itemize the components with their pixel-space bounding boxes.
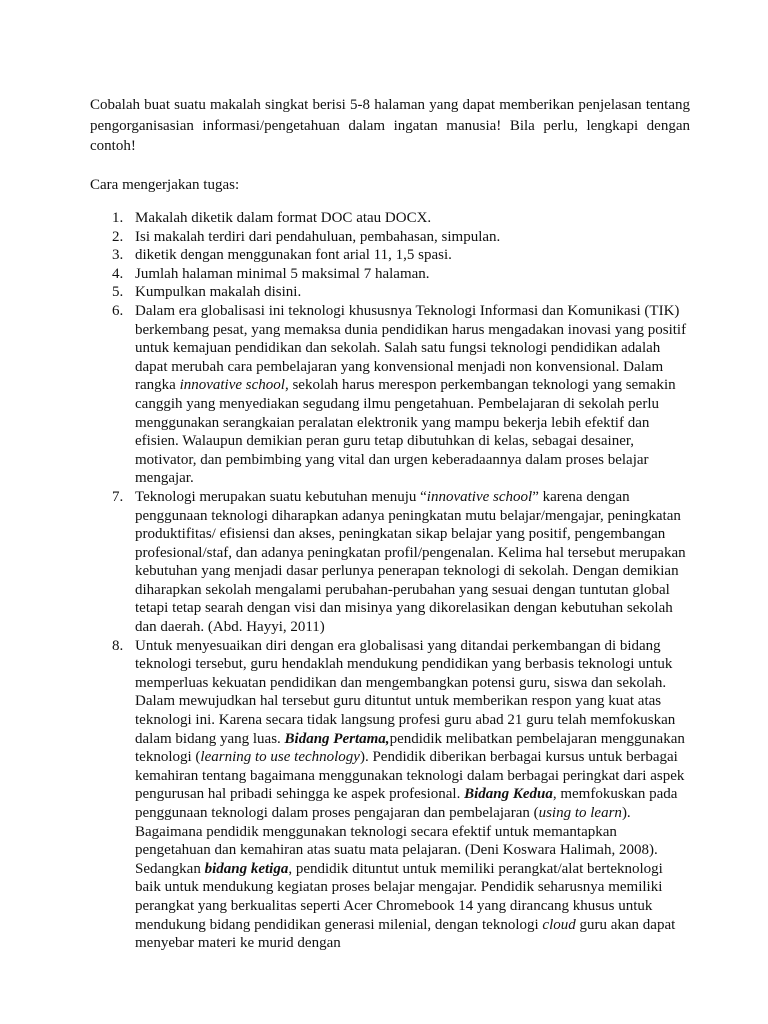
list-item (90, 265, 690, 284)
list-number: 6. (112, 302, 124, 319)
list-text-segment: , memfokuskan pada penggunaan teknologi dalam proses pengajaran dan pembelajaran ( (135, 786, 678, 821)
list-text-segment: pendidik melibatkan pembelajaran menggunakan teknologi ( (135, 730, 685, 766)
list-text-italic: using to learn (538, 805, 622, 821)
list-item (90, 228, 690, 247)
list-text-segment: Dalam era globalisasi ini teknologi khususnya Teknologi Informasi dan Komunikasi (TIK) berkembang pesat, yang memaksa dunia pendidikan harus mengadakan inovasi yang positif untuk kemajuan pendidikan dan sekolah. Salah satu fungsi teknologi pendidikan adalah dapat merubah cara pembelajaran yang konvensional menjadi non konvensional. Dalam rangka (135, 302, 687, 394)
list-item (90, 637, 690, 953)
list-number: 7. (112, 488, 124, 505)
list-number: 2. (112, 228, 124, 245)
list-item (90, 246, 690, 265)
list-text-segment: ). Pendidik diberikan berbagai kursus untuk berbagai kemahiran tentang bagaimana menggunakan teknologi dalam berbagai peringkat dari aspek pengurusan hal pribadi sehingga ke aspek profesional. (135, 749, 685, 803)
list-item (90, 302, 690, 488)
list-text: Kumpulkan makalah disini. (135, 284, 302, 301)
list-text: Jumlah halaman minimal 5 maksimal 7 halaman. (135, 265, 430, 282)
list-text-italic: innovative school (179, 377, 285, 394)
list-text: Isi makalah terdiri dari pendahuluan, pembahasan, simpulan. (135, 228, 501, 245)
list-text: diketik dengan menggunakan font arial 11, 1,5 spasi. (135, 247, 452, 264)
list-item (90, 209, 690, 228)
list-number: 3. (112, 247, 124, 264)
list-text-segment: guru akan dapat menyebar materi ke murid dengan (135, 916, 676, 952)
assignment-intro: Cobalah buat suatu makalah singkat berisi 5-8 halaman yang dapat memberikan penjelasan tentang pengorganisasian informasi/pengetahuan dalam ingatan manusia! Bila perlu, lengkapi dengan contoh! (90, 97, 690, 154)
list-text-italic: innovative school (426, 488, 533, 505)
list-text-segment: , pendidik dituntut untuk memiliki perangkat/alat berteknologi baik untuk mendukung kegiatan proses belajar mengajar. Pendidik seharusnya memiliki perangkat yang berkualitas seperti Acer Chromebook 14 yang dirancang khusus untuk mendukung bidang pendidikan generasi milenial, dengan teknologi (135, 860, 663, 933)
instruction-list (90, 209, 690, 953)
list-text-segment: Teknologi merupakan suatu kebutuhan menuju “ (135, 488, 427, 505)
list-text: Makalah diketik dalam format DOC atau DOCX. (135, 210, 432, 226)
list-text-bold-italic: Bidang Kedua (464, 786, 553, 803)
list-text-italic: cloud (542, 916, 576, 933)
instructions-heading: Cara mengerjakan tugas: (90, 176, 240, 193)
list-item (90, 283, 690, 302)
list-item (90, 488, 690, 637)
list-text-segment: ” karena dengan penggunaan teknologi diharapkan adanya peningkatan mutu belajar/mengajar, peningkatan produktifitas/ efisiensi dan akses, peningkatan sikap belajar yang positif, pengembangan profesional/staf, dan adanya peningkatan profil/pengenalan. Kelima hal tersebut merupakan kebutuhan yang menjadi dasar perlunya penerapan teknologi di sekolah. Dengan demikian diharapkan sekolah mengalami perubahan-perubahan yang sesuai dengan tuntutan global tetapi tetap searah dengan visi dan misinya yang dikorelasikan dengan kebutuhan sekolah dan daerah. (Abd. Hayyi, 2011) (135, 488, 686, 636)
list-text-italic: learning to use technology (200, 749, 360, 766)
list-number: 4. (112, 265, 124, 282)
list-number: 5. (112, 284, 124, 301)
list-number: 8. (112, 637, 124, 654)
list-number: 1. (112, 210, 124, 226)
list-text-segment: Untuk menyesuaikan diri dengan era globalisasi yang ditandai perkembangan di bidang teknologi tersebut, guru hendaklah mendukung pendidikan yang berbasis teknologi untuk memperluas kekuatan pendidikan dan mengembangkan potensi guru, siswa dan sekolah. Dalam mewujudkan hal tersebut guru dituntut untuk memberikan respon yang kuat atas teknologi ini. Karena secara tidak langsung profesi guru abad 21 guru telah memfokuskan dalam bidang yang luas. (135, 637, 676, 747)
list-text-bold-italic: bidang ketiga (204, 860, 289, 877)
list-text-segment: , sekolah harus merespon perkembangan teknologi yang semakin canggih yang menyediakan segudang ilmu pengetahuan. Pembelajaran di sekolah perlu menggunakan serangkaian peralatan elektronik yang mampu bekerja lebih efektif dan efisien. Walaupun demikian peran guru tetap dibutuhkan di kelas, sebagai desainer, motivator, dan pembimbing yang vital dan urgen keberadaannya dalam proses belajar mengajar. (135, 377, 676, 487)
list-text-bold-italic: Bidang Pertama, (284, 730, 390, 747)
list-text-segment: ). Bagaimana pendidik menggunakan teknologi secara efektif untuk memantapkan pengetahuan dan kemahiran atas suatu mata pelajaran. (Deni Koswara Halimah, 2008). Sedangkan (135, 805, 658, 877)
